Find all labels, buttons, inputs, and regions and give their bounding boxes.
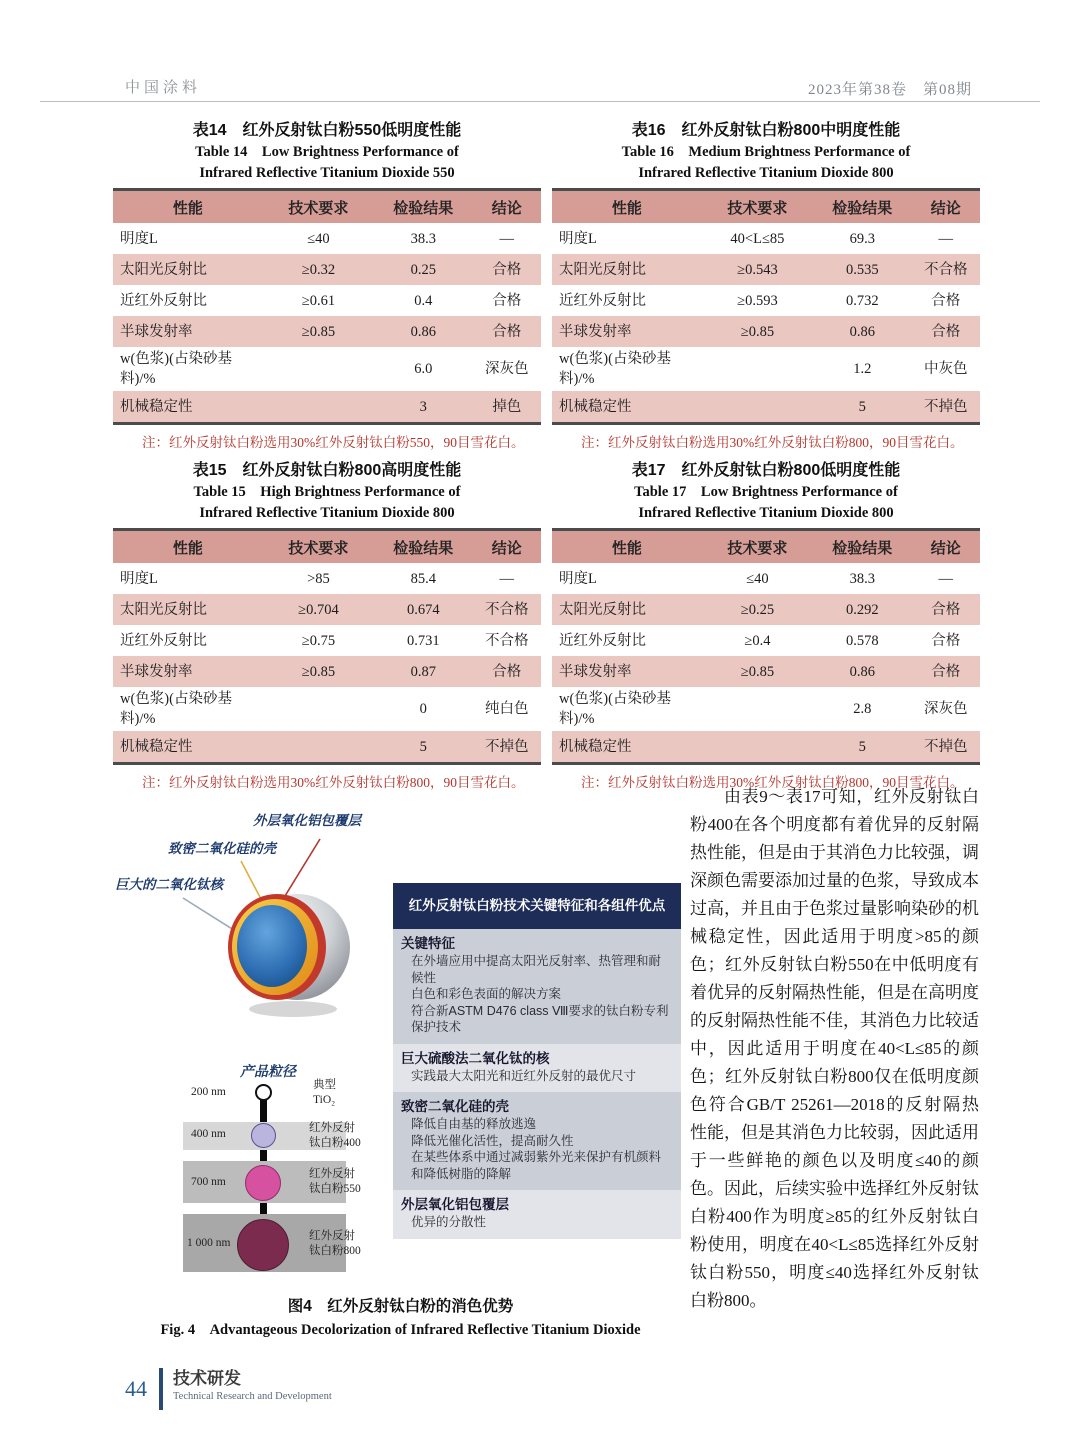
table-row	[113, 316, 541, 347]
footer-section-zh: 技术研发	[173, 1369, 241, 1388]
particle-label-line: 钛白粉400	[309, 1137, 361, 1149]
particle-label-line: 钛白粉800	[309, 1245, 361, 1257]
figure4-caption	[113, 1294, 688, 1339]
cell: 85.4	[410, 570, 436, 587]
cell: 0.86	[849, 663, 875, 680]
cell: 0.732	[845, 292, 879, 309]
table16-title-zh: 表16 红外反射钛白粉800中明度性能	[631, 122, 901, 139]
table16-title-en2: Infrared Reflective Titanium Dioxide 800	[638, 165, 894, 181]
cell: ≥0.75	[301, 632, 336, 649]
col-header: 结论	[473, 190, 542, 224]
cell: ≥0.25	[740, 601, 775, 618]
cell: 合格	[931, 632, 961, 649]
col-header: 性能	[113, 190, 263, 224]
table14-note: 注：红外反射钛白粉选用30%红外反射钛白粉550，90目雪花白。	[142, 435, 525, 450]
particle-circle-1000nm	[237, 1219, 289, 1271]
particle-size-700: 700 nm	[191, 1176, 226, 1188]
table-header-row	[552, 530, 980, 564]
table17-title-zh: 表17 红外反射钛白粉800低明度性能	[631, 462, 901, 479]
cell: 0.25	[410, 261, 436, 278]
table14	[113, 188, 541, 425]
table16	[552, 188, 980, 425]
cell: 太阳光反射比	[559, 601, 646, 618]
table-row	[113, 254, 541, 285]
infobox-line: 符合新ASTM D476 class Ⅷ要求的钛白粉专利保护技术	[411, 1003, 669, 1034]
table-row	[552, 731, 980, 764]
particle-label-800	[309, 1229, 361, 1259]
cell: ≤40	[307, 230, 330, 247]
cell: 1.2	[853, 361, 872, 377]
cell: 0.292	[845, 601, 879, 618]
cell: 深灰色	[924, 701, 968, 717]
col-header: 性能	[552, 530, 702, 564]
table14-title-en2: Infrared Reflective Titanium Dioxide 550	[199, 165, 455, 181]
particle-label-line: 钛白粉550	[309, 1183, 361, 1195]
cell: 不掉色	[485, 738, 529, 755]
infobox-title: 红外反射钛白粉技术关键特征和各组件优点	[393, 883, 681, 929]
table17-title-en1: Table 17 Low Brightness Performance of	[634, 484, 898, 500]
table-row	[113, 656, 541, 687]
cell: 明度L	[559, 230, 597, 247]
table-row	[552, 687, 980, 731]
col-header: 性能	[113, 530, 263, 564]
cell: 3	[419, 398, 427, 415]
table-row	[552, 625, 980, 656]
infobox-section-core	[393, 1044, 681, 1093]
cell: 38.3	[410, 230, 436, 247]
cell: 不掉色	[924, 398, 968, 415]
cell: 半球发射率	[559, 323, 632, 340]
particle-size-200: 200 nm	[191, 1086, 226, 1098]
cell: 半球发射率	[120, 323, 193, 340]
cell: 0.578	[845, 632, 879, 649]
cell: 合格	[492, 663, 522, 680]
col-header: 技术要求	[263, 190, 374, 224]
table16-title-en1: Table 16 Medium Brightness Performance of	[621, 144, 911, 160]
cell: 0	[419, 701, 427, 717]
table16-note: 注：红外反射钛白粉选用30%红外反射钛白粉800，90目雪花白。	[581, 435, 964, 450]
col-header: 检验结果	[374, 530, 472, 564]
page-number: 44	[125, 1376, 147, 1401]
table-row	[552, 223, 980, 254]
cell: 0.4	[414, 292, 433, 309]
cell	[702, 347, 813, 391]
figure4-caption-zh: 图4 红外反射钛白粉的消色优势	[287, 1298, 514, 1315]
table16-block	[552, 120, 980, 454]
cell: ≥0.4	[744, 632, 771, 649]
cell: 中灰色	[924, 361, 968, 377]
cell: 69.3	[849, 230, 875, 247]
cell: ≥0.543	[737, 261, 778, 278]
cell: ≥0.32	[301, 261, 336, 278]
cell: 近红外反射比	[559, 292, 646, 309]
cell: 6.0	[414, 361, 433, 377]
table15-title-en2: Infrared Reflective Titanium Dioxide 800	[199, 505, 455, 521]
cell: w(色浆)(占染砂基料)/%	[120, 691, 232, 727]
cell: 5	[858, 398, 866, 415]
cell: 太阳光反射比	[120, 261, 207, 278]
cell: 纯白色	[485, 701, 529, 717]
cell	[263, 391, 374, 424]
cell: w(色浆)(占染砂基料)/%	[120, 351, 232, 387]
table-row	[113, 223, 541, 254]
cell: 掉色	[492, 398, 522, 415]
particle-label-550	[309, 1167, 361, 1197]
cell: ≥0.85	[301, 323, 336, 340]
cell	[702, 687, 813, 731]
leader-line-silica-shell	[241, 861, 261, 899]
col-header: 技术要求	[263, 530, 374, 564]
cell: 近红外反射比	[120, 292, 207, 309]
col-header: 结论	[912, 190, 981, 224]
sphere-shadow	[249, 1001, 337, 1017]
infobox-line: 在某些体系中通过减弱紫外光来保护有机颜料和降低树脂的降解	[411, 1150, 662, 1181]
cell: 近红外反射比	[559, 632, 646, 649]
particle-circle-200nm	[255, 1084, 272, 1101]
table-row	[113, 731, 541, 764]
footer-section-en: Technical Research and Development	[173, 1391, 332, 1402]
cell: 明度L	[559, 570, 597, 587]
particle-circle-400nm	[251, 1123, 276, 1148]
sphere-label-tio2-core: 巨大的二氧化钛核	[115, 877, 223, 892]
cell: 5	[419, 738, 427, 755]
cell: 机械稳定性	[559, 398, 632, 415]
cell: ≤40	[746, 570, 769, 587]
table17	[552, 528, 980, 765]
cell: 合格	[492, 323, 522, 340]
table15-note: 注：红外反射钛白粉选用30%红外反射钛白粉800，90目雪花白。	[142, 775, 525, 790]
table15-title-zh: 表15 红外反射钛白粉800高明度性能	[192, 462, 462, 479]
cell: 机械稳定性	[120, 738, 193, 755]
cell: 深灰色	[485, 361, 529, 377]
body-paragraph: 由表9～表17可知，红外反射钛白粉400在各个明度都有着优异的反射隔热性能，但是由于其消色力比较强，调深颜色需要添加过量的色浆，导致成本过高，并且由于色浆过量影响染砂的机械稳定性，因此适用于明度>85的颜色；红外反射钛白粉550在中低明度有着优异的反射隔热性能，但是在高明度的反射隔热性能不佳，其消色力比较适中，因此适用于明度在40<L≤85的颜色；红外反射钛白粉800仅在低明度颜色符合GB/T 25261—2018的反射隔热性能，但是其消色力比较弱，因此适用于一些鲜艳的颜色以及明度≤40的颜色。因此，后续实验中选择红外反射钛白粉400作为明度≥85的红外反射钛白粉使用，明度在40<L≤85选择红外反射钛白粉550，明度≤40选择红外反射钛白粉800。	[690, 787, 979, 1310]
table-row	[113, 687, 541, 731]
cell: 近红外反射比	[120, 632, 207, 649]
cell: ≥0.61	[301, 292, 336, 309]
table17-note: 注：红外反射钛白粉选用30%红外反射钛白粉800，90目雪花白。	[581, 775, 964, 790]
cell: w(色浆)(占染砂基料)/%	[559, 351, 671, 387]
table17-block	[552, 460, 980, 794]
table-row	[113, 391, 541, 424]
leader-line-outer-coating	[285, 839, 320, 896]
cell: 明度L	[120, 230, 158, 247]
page-footer	[125, 1368, 332, 1410]
table-row	[113, 563, 541, 594]
infobox-section-silica-shell	[393, 1092, 681, 1190]
header-rule	[40, 101, 1040, 102]
table-row	[552, 316, 980, 347]
col-header: 结论	[912, 530, 981, 564]
cell	[263, 731, 374, 764]
issue-info: 2023年第38卷 第08期	[807, 82, 972, 98]
cell: —	[938, 570, 953, 587]
cell: 太阳光反射比	[120, 601, 207, 618]
table-row	[552, 391, 980, 424]
particle-diagram-title: 产品粒径	[240, 1065, 296, 1080]
cell: 0.731	[406, 632, 440, 649]
cell: —	[938, 230, 953, 247]
table15-title-en1: Table 15 High Brightness Performance of	[193, 484, 461, 500]
cell: 机械稳定性	[559, 738, 632, 755]
cell	[702, 391, 813, 424]
cell: 不合格	[924, 261, 968, 278]
cell: ≥0.704	[298, 601, 339, 618]
cell	[263, 347, 374, 391]
cell: 合格	[931, 292, 961, 309]
table-row	[552, 347, 980, 391]
table-header-row	[552, 190, 980, 224]
cell: 0.86	[410, 323, 436, 340]
particle-label-line: 红外反射	[309, 1230, 355, 1242]
cell: 0.86	[849, 323, 875, 340]
cell: ≥0.85	[301, 663, 336, 680]
infobox-heading: 关键特征	[401, 936, 455, 951]
table-row	[552, 563, 980, 594]
infobox-line: 在外墙应用中提高太阳光反射率、热管理和耐候性	[411, 954, 662, 985]
table14-title-en1: Table 14 Low Brightness Performance of	[195, 144, 459, 160]
figure4-caption-en: Fig. 4 Advantageous Decolorization of Infrared Reflective Titanium Dioxide	[160, 1322, 641, 1338]
particle-label-line: 典型	[313, 1079, 336, 1091]
infobox-heading: 巨大硫酸法二氧化钛的核	[401, 1050, 550, 1066]
cell: ≥0.85	[740, 663, 775, 680]
sphere-label-silica-shell: 致密二氧化硅的壳	[168, 841, 276, 856]
particle-size-400: 400 nm	[191, 1128, 226, 1140]
cell: —	[499, 570, 514, 587]
table-header-row	[113, 190, 541, 224]
table-row	[113, 625, 541, 656]
cell: 机械稳定性	[120, 398, 193, 415]
infobox-section-alumina-coating	[393, 1190, 681, 1239]
col-header: 检验结果	[374, 190, 472, 224]
cell: 2.8	[853, 701, 872, 717]
infobox-section-key-features	[393, 929, 681, 1044]
table-row	[113, 285, 541, 316]
infobox-heading: 致密二氧化硅的壳	[401, 1099, 509, 1114]
sphere-blue-core	[237, 905, 307, 987]
col-header: 性能	[552, 190, 702, 224]
cell: 半球发射率	[120, 663, 193, 680]
col-header: 技术要求	[702, 530, 813, 564]
col-header: 结论	[473, 530, 542, 564]
particle-label-line: TiO₂	[313, 1094, 336, 1106]
infobox-line: 降低光催化活性，提高耐久性	[411, 1133, 574, 1148]
cell: 不合格	[485, 601, 529, 618]
cell: w(色浆)(占染砂基料)/%	[559, 691, 671, 727]
cell: 合格	[492, 292, 522, 309]
cell: 合格	[492, 261, 522, 278]
table14-title-zh: 表14 红外反射钛白粉550低明度性能	[192, 122, 462, 139]
cell	[263, 687, 374, 731]
table-row	[552, 254, 980, 285]
particle-size-1000: 1 000 nm	[187, 1237, 231, 1249]
cell: ≥0.593	[737, 292, 778, 309]
sphere-label-outer-coating: 外层氧化铝包覆层	[253, 813, 361, 828]
table-row	[552, 285, 980, 316]
col-header: 技术要求	[702, 190, 813, 224]
particle-label-400	[309, 1121, 361, 1151]
particle-label-line: 红外反射	[309, 1168, 355, 1180]
infobox-heading: 外层氧化铝包覆层	[401, 1197, 509, 1212]
infobox-line: 白色和彩色表面的解决方案	[411, 987, 562, 1001]
table15-block	[113, 460, 541, 794]
infobox-line: 降低自由基的释放逃逸	[411, 1117, 537, 1131]
cell: 5	[858, 738, 866, 755]
cell: 半球发射率	[559, 663, 632, 680]
cell: 合格	[931, 663, 961, 680]
cell: >85	[307, 570, 330, 587]
table17-title-en2: Infrared Reflective Titanium Dioxide 800	[638, 505, 894, 521]
infobox	[393, 883, 681, 1239]
cell: —	[499, 230, 514, 247]
footer-accent-bar	[159, 1368, 163, 1410]
particle-circle-700nm	[245, 1165, 281, 1201]
table-row	[113, 347, 541, 391]
cell: 0.535	[845, 261, 879, 278]
table-row	[113, 594, 541, 625]
cell: 0.87	[410, 663, 436, 680]
cell: 不合格	[485, 632, 529, 649]
cell	[702, 731, 813, 764]
cell: ≥0.85	[740, 323, 775, 340]
cell: 不掉色	[924, 738, 968, 755]
cell: 38.3	[849, 570, 875, 587]
figure4	[113, 795, 688, 1292]
cell: 明度L	[120, 570, 158, 587]
cell: 40<L≤85	[730, 230, 785, 247]
cell: 合格	[931, 323, 961, 340]
table-row	[552, 656, 980, 687]
infobox-line: 优异的分散性	[411, 1215, 487, 1229]
col-header: 检验结果	[813, 530, 911, 564]
journal-name: 中国涂料	[125, 80, 202, 96]
particle-label-typical	[313, 1078, 336, 1108]
cell: 太阳光反射比	[559, 261, 646, 278]
particle-label-line: 红外反射	[309, 1122, 355, 1134]
table15	[113, 528, 541, 765]
table-header-row	[113, 530, 541, 564]
cell: 合格	[931, 601, 961, 618]
col-header: 检验结果	[813, 190, 911, 224]
infobox-line: 实践最大太阳光和近红外反射的最优尺寸	[411, 1068, 637, 1083]
table-row	[552, 594, 980, 625]
table14-block	[113, 120, 541, 454]
cell: 0.674	[406, 601, 440, 618]
